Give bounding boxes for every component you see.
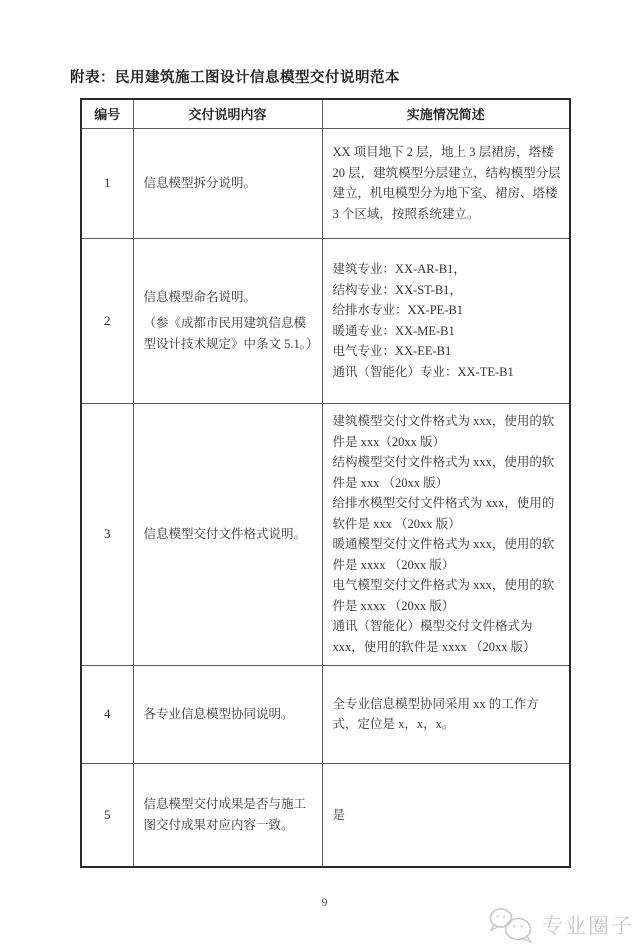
cell-paragraph: 给排水模型交付文件格式为 xxx，使用的软件是 xxx （20xx 版） [332,496,555,531]
page-number: 9 [321,895,328,909]
table-row [81,238,570,403]
implementation-brief-cell [322,665,570,763]
implementation-brief-cell [322,128,570,238]
cell-paragraph: 建筑模型交付文件格式为 xxx，使用的软件是 xxx（20xx 版） [332,414,555,449]
cell-paragraph: 给排水专业：XX-PE-B1 [332,303,464,317]
row-number-cell: 1 [81,128,133,238]
table-row [81,763,570,867]
header-implementation-brief: 实施情况简述 [322,99,570,128]
cell-paragraph: 通讯（智能化）专业：XX-TE-B1 [332,364,514,379]
row-number-cell: 2 [81,238,133,403]
delivery-content-cell [133,763,322,867]
cell-paragraph: 信息模型拆分说明。 [143,175,257,190]
cell-paragraph: （参《成都市民用建筑信息模型设计技术规定》中条文 5.1。） [143,316,319,351]
cell-paragraph: 通讯（智能化）模型交付文件格式为 xxx，使用的软件是 xxxx （20xx 版） [332,619,536,654]
cell-paragraph: 暖通模型交付文件格式为 xxx，使用的软件是 xxxx （20xx 版） [332,537,555,572]
table-row [81,665,570,763]
cell-paragraph: 结构专业：XX-ST-B1， [332,282,462,297]
cell-paragraph: 暖通专业：XX-ME-B1 [332,323,455,338]
row-number-cell: 4 [81,665,133,763]
delivery-content-cell [133,238,322,403]
row-number-cell: 5 [81,763,133,867]
cell-paragraph: 电气模型交付文件格式为 xxx，使用的软件是 xxxx （20xx 版） [332,578,555,613]
implementation-brief-cell [322,403,570,665]
table-row [81,403,570,665]
cell-paragraph: 电气专业：XX-EE-B1 [332,344,452,358]
cell-paragraph: 信息模型命名说明。 [143,289,257,304]
cell-paragraph: 是 [332,807,346,822]
cell-paragraph: 信息模型交付文件格式说明。 [143,526,307,541]
header-delivery-content: 交付说明内容 [133,99,322,128]
cell-paragraph: 结构模型交付文件格式为 xxx，使用的软件是 xxx （20xx 版） [332,455,555,490]
cell-paragraph: 信息模型交付成果是否与施工图交付成果对应内容一致。 [143,797,307,832]
document-title: 附表：民用建筑施工图设计信息模型交付说明范本 [70,70,400,86]
delivery-content-cell [133,665,322,763]
delivery-content-cell [133,128,322,238]
table-body [81,128,570,867]
table-row [81,128,570,238]
cell-paragraph: 各专业信息模型协同说明。 [143,706,294,721]
wechat-icon [487,905,537,945]
table-header [81,99,570,128]
cell-paragraph: XX 项目地下 2 层，地上 3 层裙房，塔楼 20 层，建筑模型分层建立，结构模型分层建立，机电模型分为地下室、裙房、塔楼 3 个区域，按照系统建立。 [332,145,561,221]
header-number: 编号 [81,99,133,128]
implementation-brief-cell [322,763,570,867]
implementation-brief-cell [322,238,570,403]
cell-paragraph: 全专业信息模型协同采用 xx 的工作方式，定位是 x，x，x。 [332,696,539,731]
cell-paragraph: 建筑专业：XX-AR-B1， [332,262,466,276]
watermark-label: 专业圈子 [542,915,634,938]
delivery-content-cell [133,403,322,665]
row-number-cell: 3 [81,403,133,665]
delivery-description-table [80,98,571,868]
watermark [487,905,634,945]
header-row [81,99,570,128]
